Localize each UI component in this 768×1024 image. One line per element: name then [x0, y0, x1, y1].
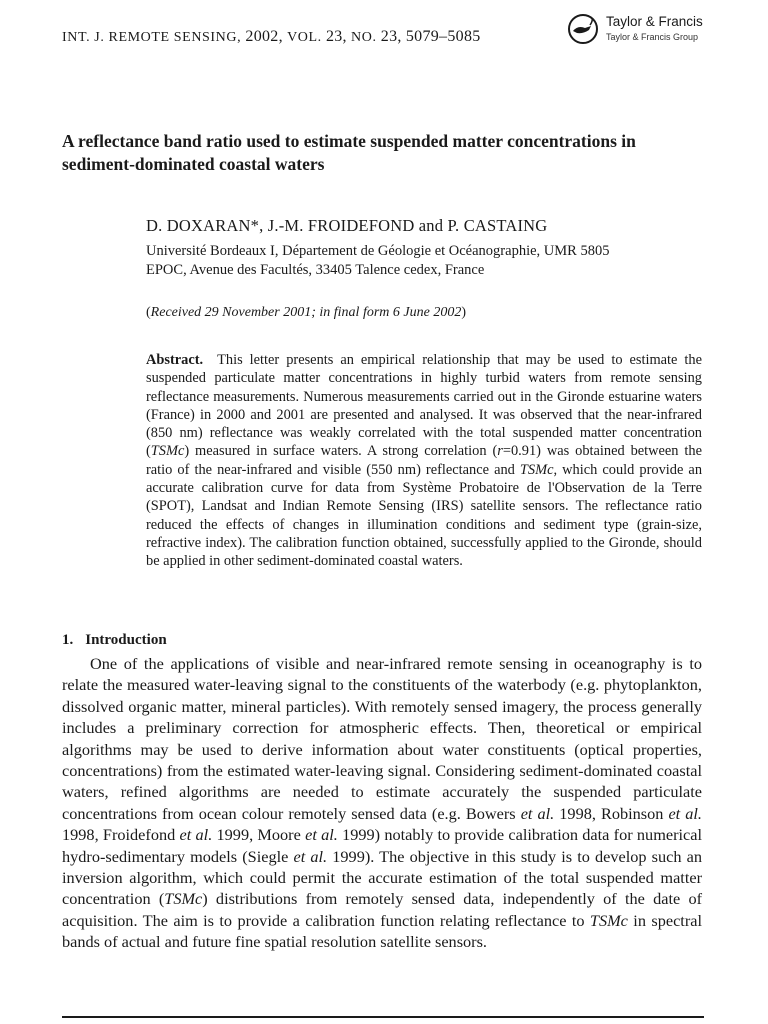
intro-text: 1998, Robinson — [554, 803, 669, 823]
introduction-paragraph — [62, 653, 702, 953]
abstract-label: Abstract. — [146, 352, 204, 368]
publisher-group: Taylor & Francis Group — [606, 32, 699, 42]
intro-citation: et al. — [305, 825, 338, 845]
intro-text: 1999). The objective in this study is to develop such an inversion algorithm, which could permit the accurate estimation of the total suspended matter concentration ( — [62, 846, 703, 909]
issue-label: NO. — [351, 30, 377, 45]
abstract-term: r — [497, 443, 503, 460]
section-number: 1. — [62, 632, 74, 648]
intro-term: TSMc — [589, 910, 628, 930]
volume-label: VOL. — [287, 30, 322, 45]
section-heading — [62, 632, 167, 649]
received-dates: (Received 29 November 2001; in final form 6 June 2002) — [146, 305, 466, 320]
abstract-text: This letter presents an empirical relationship that may be used to estimate the suspended particulate matter concentrations in highly turbid waters from remote sensing reflectance measurements. Numerous measurements carried out in the Gironde estuarine waters (France) in 2000 and 2001 are presented and analysed. It was observed that the near-infrared (850 nm) reflectance was weakly correlated with the total suspended matter concentration ( — [146, 352, 702, 460]
publisher-name: Taylor & Francis — [606, 14, 703, 29]
intro-text: 1998, Froidefond — [62, 825, 180, 845]
intro-text: in spectral bands of actual and future fine spatial resolution satellite sensors. — [62, 910, 702, 952]
lamp-logo-icon — [566, 12, 600, 46]
intro-text: One of the applications of visible and near-infrared remote sensing in oceanography is to relate the measured water-leaving signal to the constituents of the waterbody (e.g. phytoplankton, dissolved organic matter, mineral particles). With remotely sensed imagery, the process generally includes a preliminary correction for atmospheric effects. Then, theoretical or empirical algorithms may be used to derive information about water constituents (optical properties, concentrations) from the estimated water-leaving signal. Considering sediment-dominated coastal waters, refined algorithms are needed to estimate accurately the suspended particulate concentrations from ocean colour remotely sensed data (e.g. Bowers — [62, 654, 702, 823]
affiliation-line-1: Université Bordeaux I, Département de Géologie et Océanographie, UMR 5805 — [146, 243, 610, 259]
affiliation — [146, 242, 706, 280]
affiliation-line-2: EPOC, Avenue des Facultés, 33405 Talence cedex, France — [146, 262, 485, 278]
journal-name: INT. J. REMOTE SENSING, — [62, 30, 242, 45]
abstract-term: TSMc — [150, 443, 185, 460]
paper-title: A reflectance band ratio used to estimate suspended matter concentrations in sediment-dominated coastal waters — [62, 131, 636, 174]
intro-text: 1999) notably to provide calibration data for numerical hydro-sedimentary models (Siegle — [62, 825, 703, 866]
page-range: 5079–5085 — [405, 28, 481, 45]
intro-text: ) distributions from remotely sensed data, independently of the date of acquisition. The aim is to provide a calibration function relating reflectance to — [62, 889, 703, 930]
journal-year: 2002, — [245, 28, 283, 45]
intro-text: 1999, Moore — [212, 825, 306, 845]
abstract-text: ) measured in surface waters. A strong correlation ( — [184, 443, 498, 460]
running-head — [62, 28, 481, 46]
intro-citation: et al. — [520, 803, 555, 823]
publisher-logo — [566, 12, 716, 48]
received-text: Received 29 November 2001; in final form 6 June 2002 — [150, 305, 462, 320]
intro-citation: et al. — [668, 803, 702, 823]
intro-term: TSMc — [164, 889, 203, 909]
intro-citation: et al. — [293, 846, 328, 866]
abstract-term: TSMc — [519, 461, 554, 478]
abstract — [146, 351, 702, 571]
footnote-rule — [62, 1016, 704, 1018]
volume-number: 23, — [325, 28, 347, 45]
authors: D. DOXARAN*, J.-M. FROIDEFOND and P. CASTAING — [146, 216, 548, 235]
issue-number: 23, — [380, 28, 402, 45]
section-title: Introduction — [85, 632, 167, 648]
abstract-text: =0.91) was obtained between the ratio of the near-infrared and visible (550 nm) reflectance and — [146, 443, 702, 478]
abstract-text: , which could provide an accurate calibration curve for data from Système Probatoire de l'Observation de la Terre (SPOT), Landsat and Indian Remote Sensing (IRS) satellite sensors. The reflectance ratio reduced the effects of changes in illumination conditions and sediment type (grain-size, refractive index). The calibration function obtained, successfully applied to the Gironde, should be applied in other sediment-dominated coastal waters. — [146, 461, 703, 570]
intro-citation: et al. — [179, 825, 213, 845]
